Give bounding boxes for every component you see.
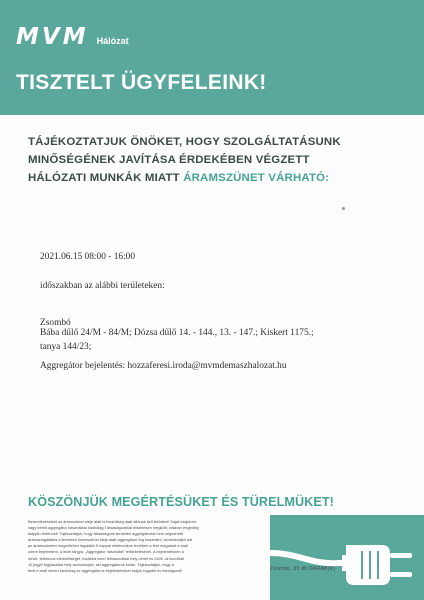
plug-icon bbox=[270, 515, 424, 600]
fineprint-line: vagy bérelt aggregátor használata kizárólag Társaságunkkal előzetesen megkött, írásban engedély bbox=[28, 525, 199, 531]
header-band bbox=[0, 0, 424, 115]
handwritten-stamp: Zsombó, 33 db DARAB(K) bbox=[270, 566, 336, 572]
fineprint-line: címre bejelenteni, a levél tárgya: „Aggregátor használat" feltüntetésével. A bejelentésben a bbox=[28, 549, 184, 555]
street-line: tanya 144/23; bbox=[40, 342, 92, 352]
fineprint-line: nevét, telefonos elérhetőségét, továbbá ezen felhasználási hely címét és 0400 -al kezdődő bbox=[28, 555, 185, 561]
period-text: időszakban az alábbi területeken: bbox=[40, 281, 165, 291]
thanks-heading: KÖSZÖNJÜK MEGÉRTÉSÜKET ÉS TÜRELMÜKET! bbox=[28, 495, 334, 509]
intro-line: MINŐSÉGÉNEK JAVÍTÁSA ÉRDEKÉBEN VÉGZETT bbox=[28, 154, 310, 166]
intro-line-text: HÁLÓZATI MUNKÁK MIATT bbox=[28, 172, 184, 184]
fineprint-line: alapján történhet! Tájékoztatjuk, hogy társaságunk területén aggregátorral nem végezhető bbox=[28, 531, 184, 537]
aggregator-email: hozzaferesi.iroda@mvmdemaszhalozat.hu bbox=[127, 361, 287, 371]
intro-line bbox=[28, 169, 408, 187]
aggregator-contact bbox=[40, 361, 287, 371]
street-line: Bába dűlő 24/M - 84/M; Dózsa dűlő 14. - 144., 13. - 147.; Kiskert 1175.; bbox=[40, 328, 314, 338]
outage-highlight: ÁRAMSZÜNET VÁRHATÓ: bbox=[183, 172, 330, 184]
fineprint-line: fenti e-mail címen kizárólag az aggregátoros bejelentéseket tudjuk fogadni és feldolgozni! bbox=[28, 567, 182, 573]
intro-notice bbox=[28, 133, 408, 187]
scan-speck bbox=[342, 207, 345, 210]
brand-logo: MVM bbox=[16, 24, 89, 50]
brand-subtitle: Hálózat bbox=[96, 36, 129, 46]
street-list bbox=[40, 326, 380, 354]
aggregator-fineprint bbox=[28, 519, 290, 574]
aggregator-label: Aggregátor bejelentés: bbox=[40, 361, 128, 371]
page-title: TISZTELT ÜGYFELEINK! bbox=[16, 71, 267, 94]
fineprint-line: az áramszünetet megelőzően legalább 5 nappal elektronikus levélben a fent megadott e-mail bbox=[28, 543, 189, 549]
outage-datetime: 2021.06.15 08:00 - 16:00 bbox=[40, 252, 136, 262]
fineprint-line: Berendezéseiket az áramszünet ideje alatt is feszültség alatt állónak kell tekinteni! Saját tulajdonú bbox=[28, 519, 197, 524]
place-name: Zsombó bbox=[40, 318, 71, 328]
brand bbox=[16, 26, 129, 49]
fineprint-line: 10 jegyű fogyasztási hely azonosítóját, aki aggregátoros kíván. Tájékoztatjuk, hogy a bbox=[28, 561, 174, 567]
fineprint-line: áramszolgáltatás a tervezett üzemszünet ideje alatt aggregátort fog használni, szíveskedjen azt bbox=[28, 537, 193, 543]
intro-line: TÁJÉKOZTATJUK ÖNÖKET, HOGY SZOLGÁLTATÁSUNK bbox=[28, 136, 341, 148]
